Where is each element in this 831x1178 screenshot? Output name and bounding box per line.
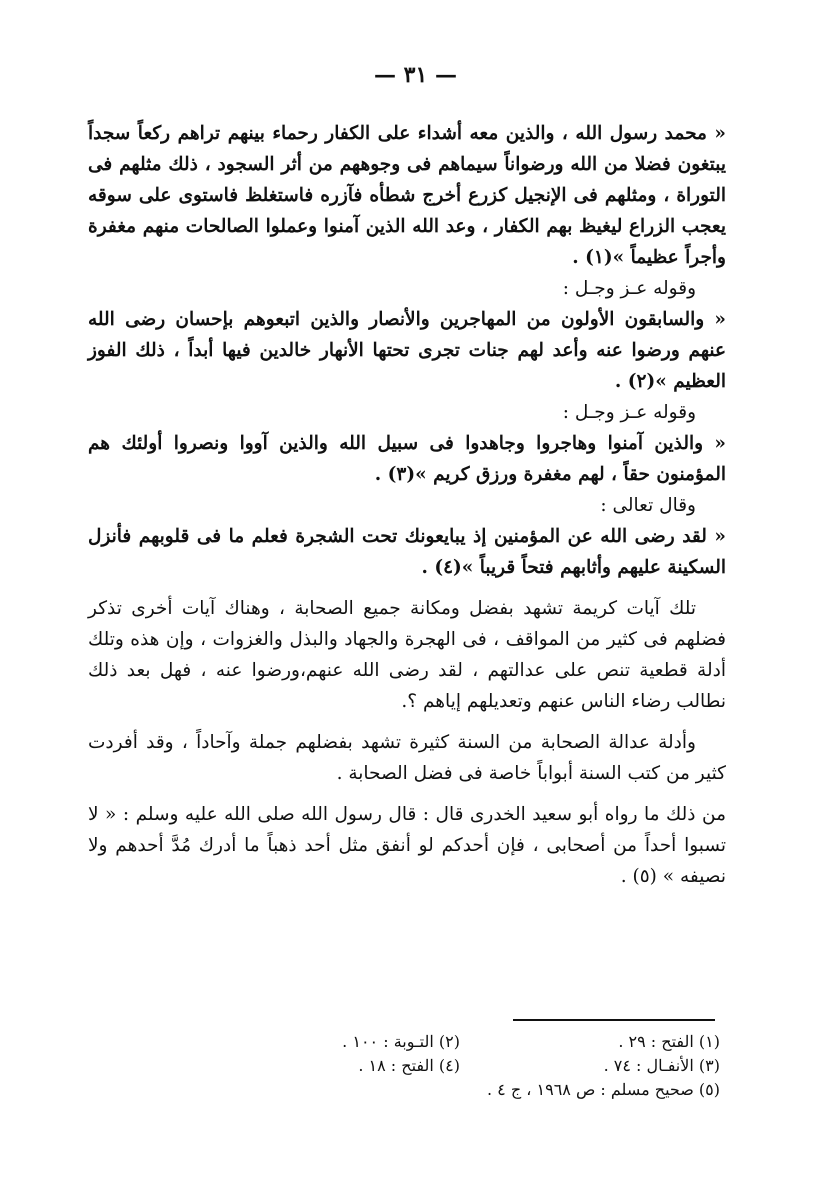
quran-verse-tawbah: « والسابقون الأولون من المهاجرين والأنصار والذين اتبعوهم بإحسان رضى الله عنهم ورضوا عنه وأعد لهم جنات تجرى تحتها الأنهار خالدين فيها أبداً ، ذلك الفوز العظيم »(٢) . xyxy=(88,309,726,392)
footnote-5: (٥) صحيح مسلم : ص ١٩٦٨ ، ج ٤ . xyxy=(487,1080,720,1099)
sunnah-evidence-paragraph: وأدلة عدالة الصحابة من السنة كثيرة تشهد بفضلهم جملة وآحاداً ، وقد أفردت كثير من كتب السنة أبواباً خاصة فى فضل الصحابة . xyxy=(88,732,726,784)
body-text xyxy=(88,118,726,892)
footnotes xyxy=(200,1030,720,1102)
verse-intro: وقوله عـز وجـل : xyxy=(562,278,696,299)
verse-intro: وقال تعالى : xyxy=(600,495,696,516)
footnote-divider xyxy=(513,1019,715,1021)
footnote-row xyxy=(200,1078,720,1102)
hadith-paragraph: من ذلك ما رواه أبو سعيد الخدرى قال : قال رسول الله صلى الله عليه وسلم : « لا تسبوا أحداً من أصحابى ، فإن أحدكم لو أنفق مثل أحد ذهباً ما أدرك مُدَّ أحدهم ولا نصيفه » (٥) . xyxy=(88,804,726,887)
quran-verse-fath: « محمد رسول الله ، والذين معه أشداء على الكفار رحماء بينهم تراهم ركعاً سجداً يبتغون فضلا من الله ورضواناً سيماهم فى وجوههم من أثر السجود ، ذلك مثلهم فى التوراة ، ومثلهم فى الإنجيل كزرع أخرج شطأه فآزره فاستغلظ فاستوى على سوقه يعجب الزراع ليغيظ بهم الكفار ، وعد الله الذين آمنوا وعملوا الصالحات منهم مغفرة وأجراً عظيماً »(١) . xyxy=(88,123,726,268)
footnote-3: (٣) الأنفـال : ٧٤ . xyxy=(603,1056,720,1075)
footnote-2: (٢) التـوبة : ١٠٠ . xyxy=(342,1032,460,1051)
quran-verse-anfal: « والذين آمنوا وهاجروا وجاهدوا فى سبيل الله والذين آووا ونصروا أولئك هم المؤمنون حقاً ، لهم مغفرة ورزق كريم »(٣) . xyxy=(88,433,726,485)
commentary-paragraph: تلك آيات كريمة تشهد بفضل ومكانة جميع الصحابة ، وهناك آيات أخرى تذكر فضلهم فى كثير من المواقف ، فى الهجرة والجهاد والبذل والغزوات ، وإن هذه وتلك أدلة قطعية تنص على عدالتهم ، لقد رضى الله عنهم،ورضوا عنه ، فهل بعد ذلك نطالب رضاء الناس عنهم وتعديلهم إياهم ؟. xyxy=(88,598,726,712)
footnote-1: (١) الفتح : ٢٩ . xyxy=(618,1032,720,1051)
page-number: — ٣١ — xyxy=(374,62,457,88)
footnote-row xyxy=(200,1030,720,1054)
footnote-row xyxy=(200,1054,720,1078)
quran-verse-fath-18: « لقد رضى الله عن المؤمنين إذ يبايعونك تحت الشجرة فعلم ما فى قلوبهم فأنزل السكينة عليهم وأثابهم فتحاً قريباً »(٤) . xyxy=(88,526,726,578)
footnote-4: (٤) الفتح : ١٨ . xyxy=(358,1056,460,1075)
verse-intro: وقوله عـز وجـل : xyxy=(562,402,696,423)
